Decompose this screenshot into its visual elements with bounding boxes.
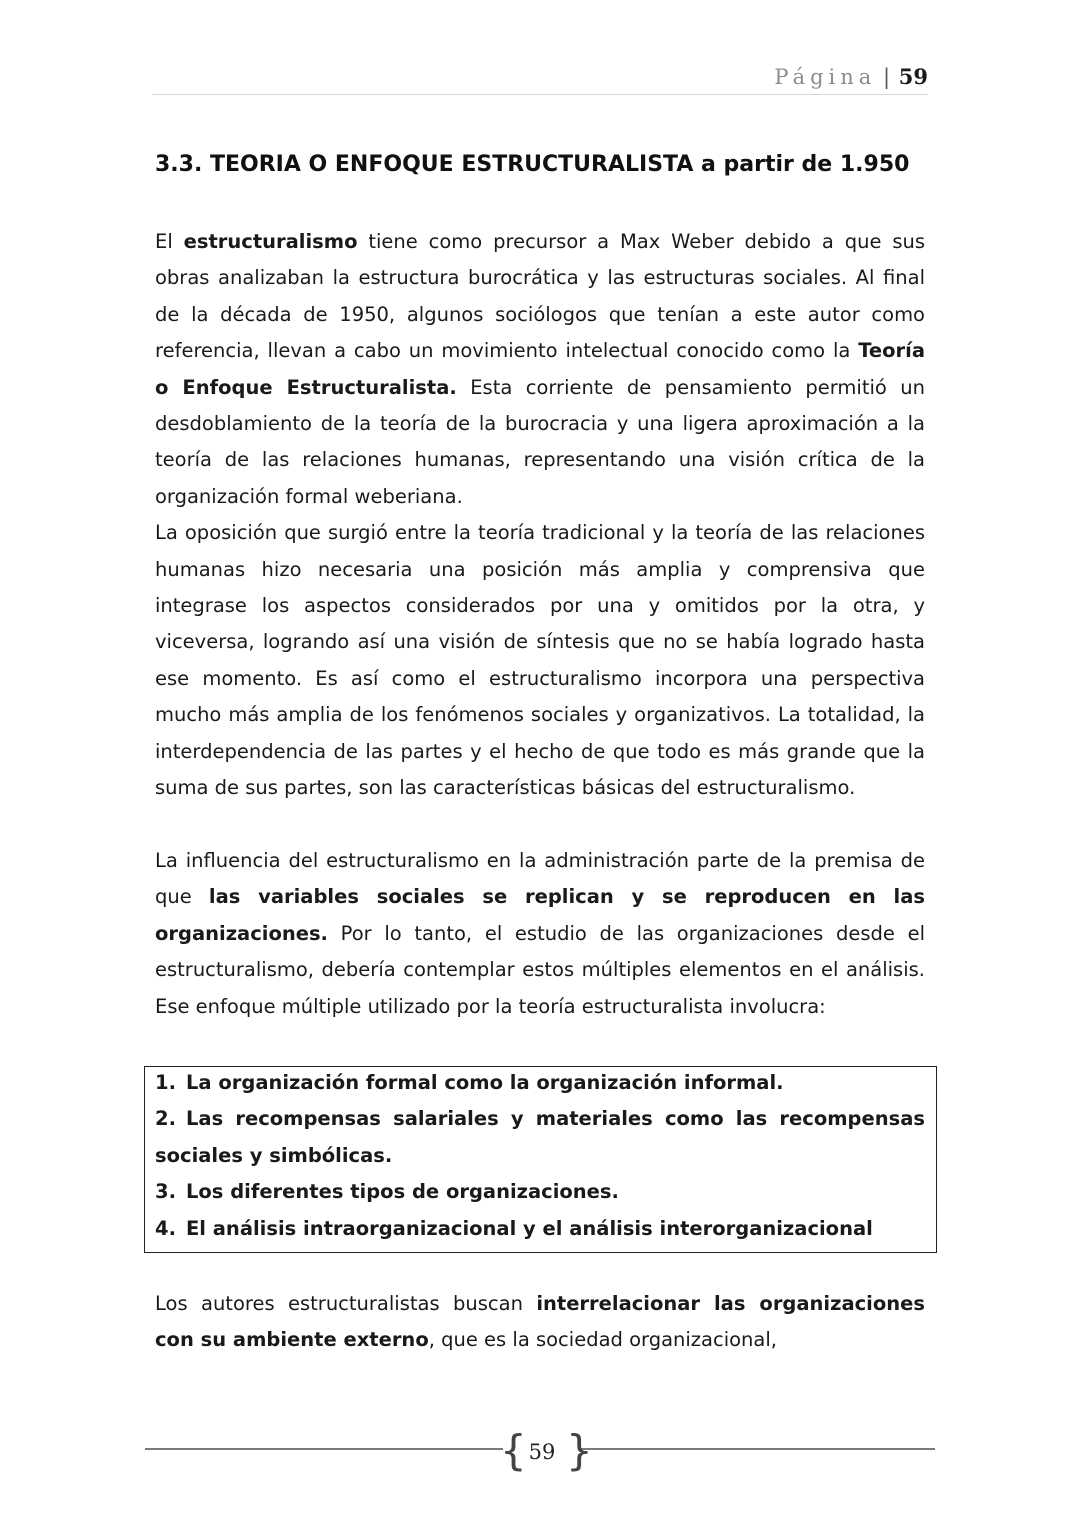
list-number: 1. xyxy=(155,1071,176,1094)
paragraph-intro xyxy=(155,224,925,807)
text-run: Por lo tanto, el estudio de las organizaciones desde el estructuralismo, debería contemplar estos múltiples elementos en el análisis. Ese enfoque múltiple utilizado por la teoría estructuralista involucra: xyxy=(155,921,925,1018)
text-run: El xyxy=(155,230,184,253)
footer-left-bracket: { xyxy=(500,1426,527,1475)
text-run: tiene como precursor a Max Weber debido a que sus obras analizaban la estructura burocrática y las estructuras sociales. Al final de la década de 1950, algunos sociólogos que tenían a este autor como referencia, llevan a cabo un movimiento intelectual conocido como la xyxy=(155,230,925,363)
list-number: 3. xyxy=(155,1180,176,1204)
footer-page-number: 59 xyxy=(528,1440,556,1464)
bold-run: las variables sociales se replican y se reproducen en las organizaciones. xyxy=(155,885,926,945)
header-page-word: Página xyxy=(774,65,877,89)
list-text: Las recompensas salariales y materiales como las recompensas sociales y simbólicas. xyxy=(155,1107,925,1167)
elements-list xyxy=(155,1065,925,1247)
section-title: 3.3. TEORIA O ENFOQUE ESTRUCTURALISTA a partir de 1.950 xyxy=(155,152,910,177)
bold-run: estructuralismo xyxy=(183,230,358,253)
list-text: El análisis intraorganizacional y el análisis interorganizacional xyxy=(185,1216,873,1240)
list-text: Los diferentes tipos de organizaciones. xyxy=(185,1180,619,1204)
list-item xyxy=(155,1211,925,1247)
list-number: 4. xyxy=(155,1216,176,1240)
list-item xyxy=(155,1101,925,1174)
header-page-number: 59 xyxy=(898,64,928,89)
list-item xyxy=(155,1065,925,1101)
list-number: 2. xyxy=(155,1107,176,1131)
bold-run: Teoría o Enfoque Estructuralista. xyxy=(155,339,925,399)
text-run: La oposición que surgió entre la teoría tradicional y la teoría de las relaciones humanas hizo necesaria una posición más amplia y comprensiva que integrase los aspectos considerados por una y omitidos por la otra, y viceversa, logrando así una visión de síntesis que no se había logrado hasta ese momento. Es así como el estructuralismo incorpora una perspectiva mucho más amplia de los fenómenos sociales y organizativos. La totalidad, la interdependencia de las partes y el hecho de que todo es más grande que la suma de sus partes, son las características básicas del estructuralismo. xyxy=(155,521,925,800)
header-separator: | xyxy=(883,65,891,89)
text-run: Esta corriente de pensamiento permitió un desdoblamiento de la teoría de la burocracia y una ligera aproximación a la teoría de las relaciones humanas, representando una visión crítica de la organización formal weberiana. xyxy=(155,375,925,508)
list-item xyxy=(155,1174,925,1210)
paragraph-authors xyxy=(155,1286,925,1359)
text-run: , que es la sociedad organizacional, xyxy=(428,1328,777,1352)
bold-run: interrelacionar las organizaciones con su ambiente externo xyxy=(155,1292,925,1352)
footer-rule-right xyxy=(580,1448,935,1450)
text-run: Los autores estructuralistas buscan xyxy=(155,1292,537,1315)
page-header xyxy=(152,64,928,95)
paragraph-influence xyxy=(155,843,925,1025)
text-run: La influencia del estructuralismo en la administración parte de la premisa de que xyxy=(155,849,925,909)
footer-right-bracket: } xyxy=(566,1426,593,1475)
list-text: La organización formal como la organización informal. xyxy=(185,1071,784,1094)
footer-rule-left xyxy=(145,1448,503,1450)
elements-list-box xyxy=(144,1066,937,1253)
